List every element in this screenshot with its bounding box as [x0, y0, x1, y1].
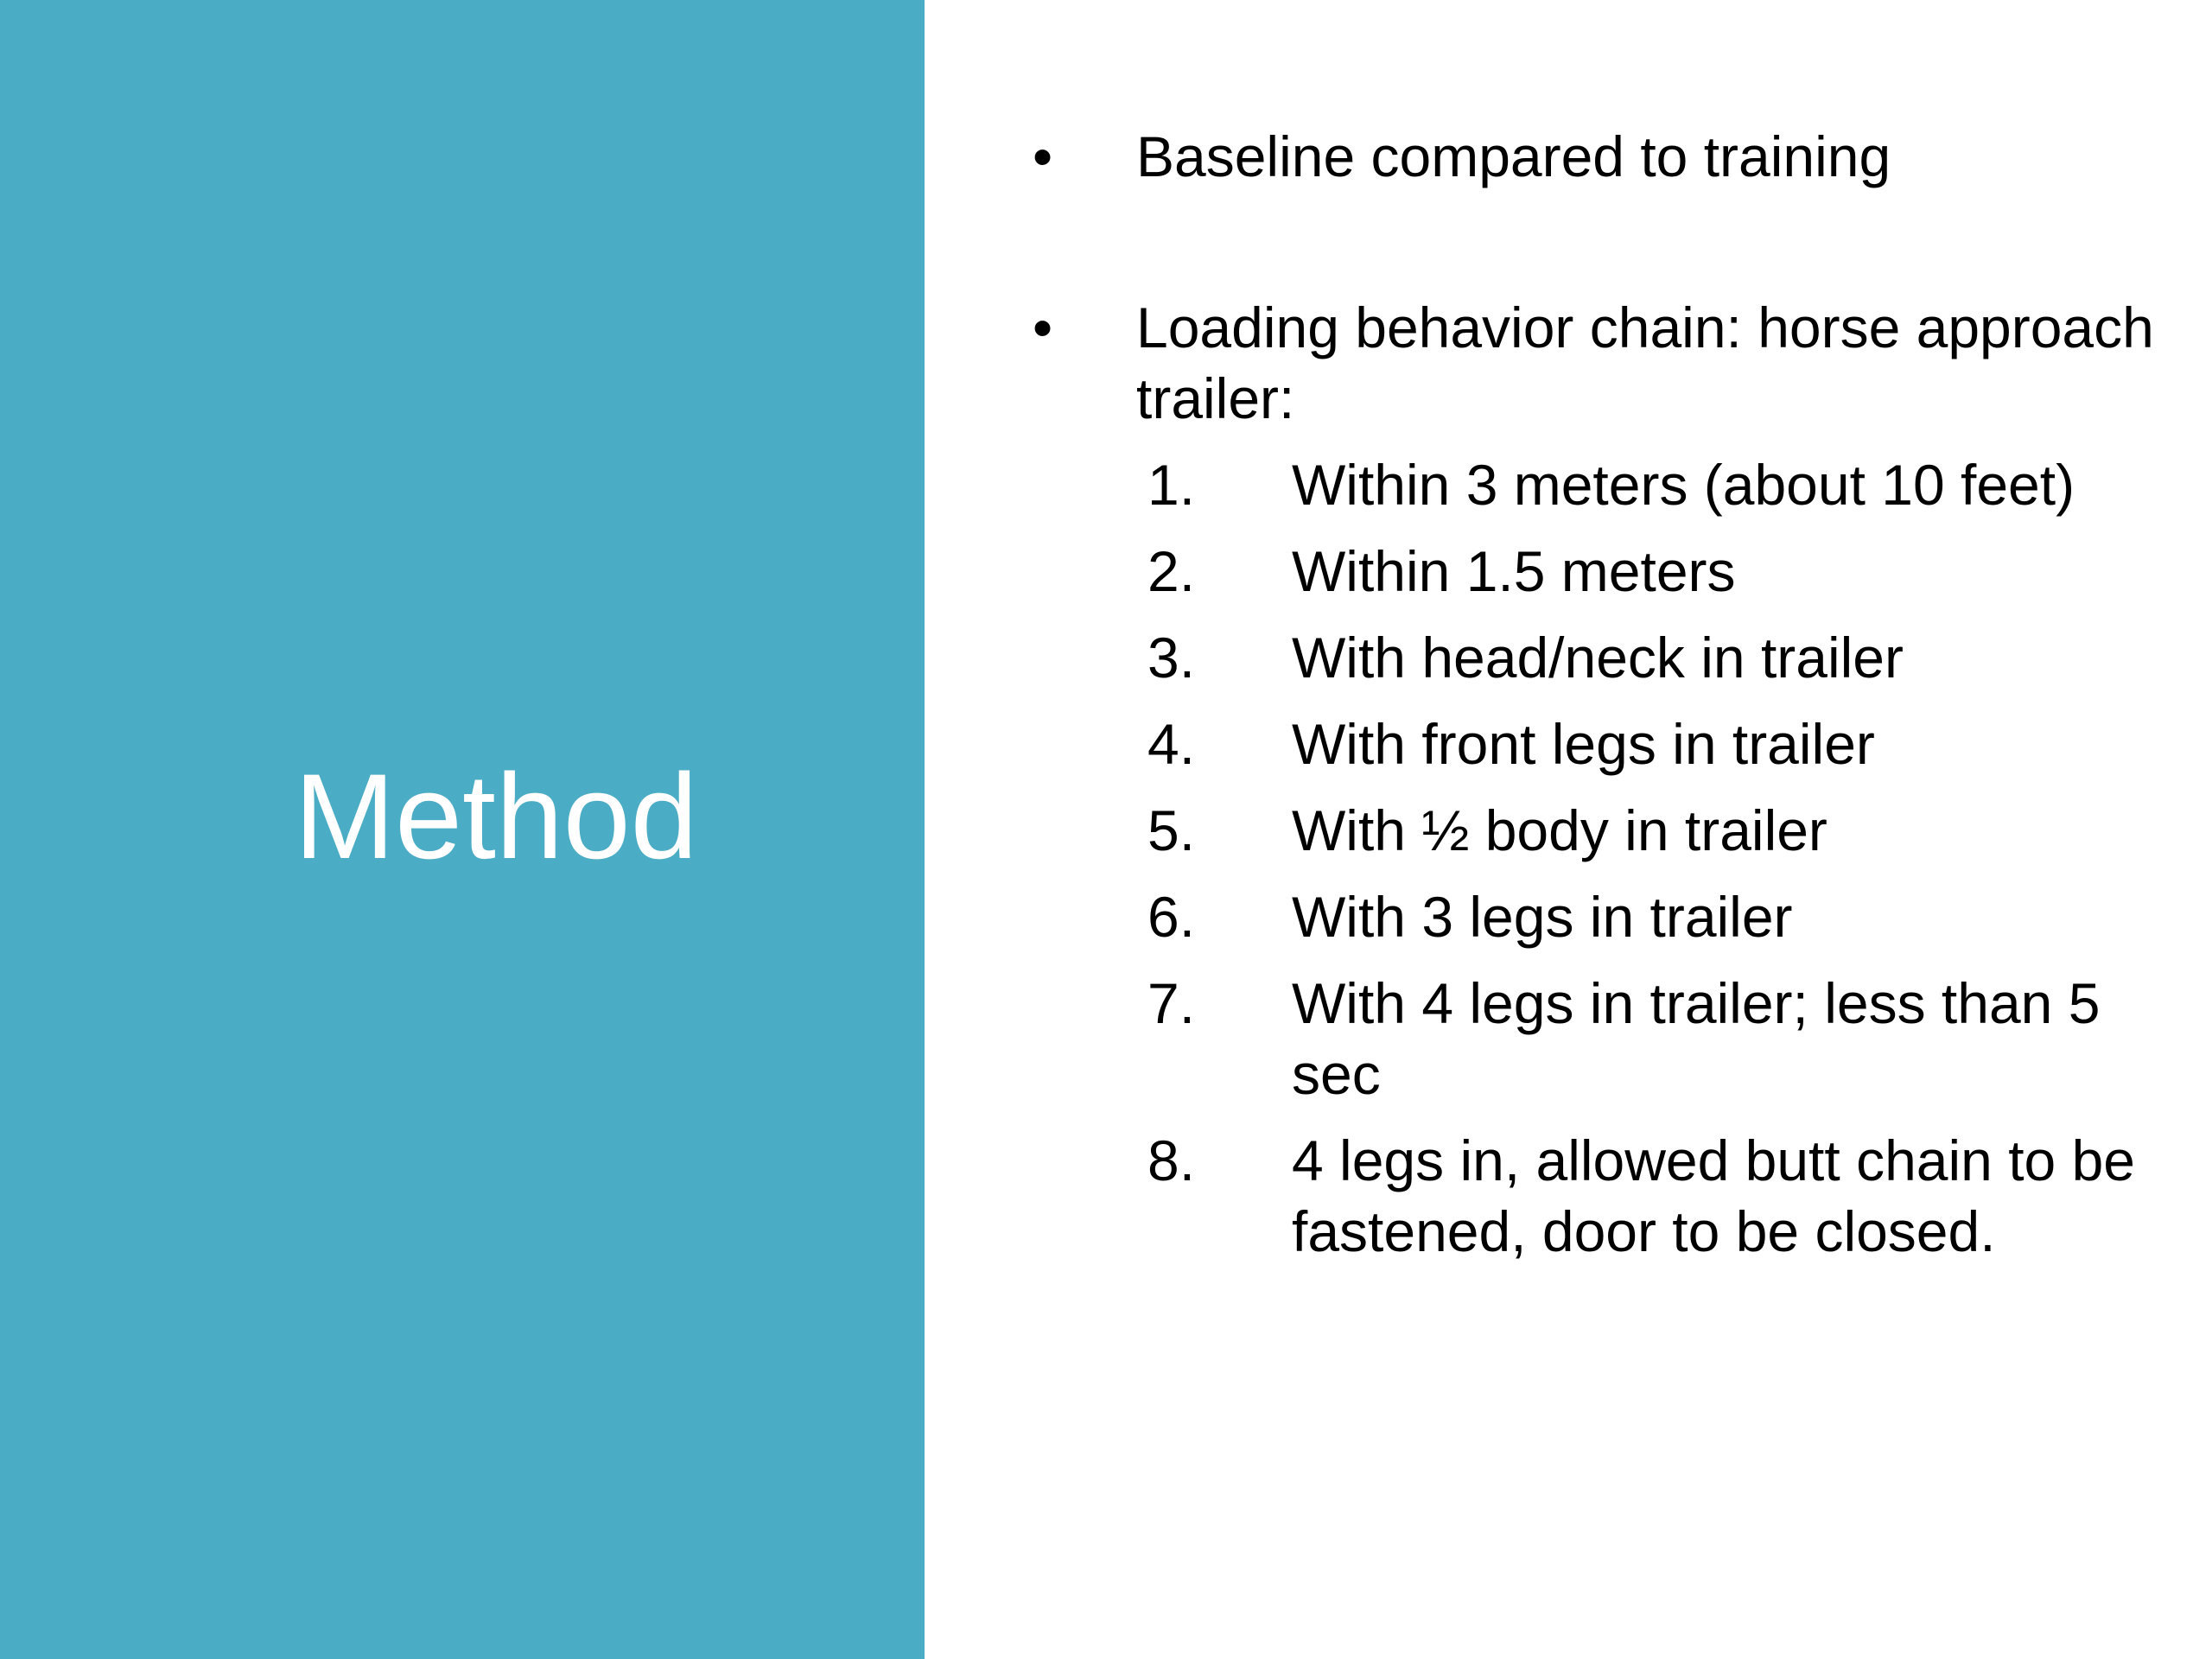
- step-text: Within 3 meters (about 10 feet): [1292, 453, 2075, 517]
- step-number: 6.: [1147, 885, 1196, 949]
- list-item: [1033, 795, 2156, 866]
- list-item: [1033, 881, 2156, 952]
- step-number: 7.: [1147, 971, 1196, 1035]
- step-number: 1.: [1147, 453, 1196, 517]
- list-item: [1033, 536, 2156, 607]
- step-text: With ½ body in trailer: [1292, 798, 1827, 862]
- step-text: Within 1.5 meters: [1292, 539, 1736, 603]
- bullet-item-baseline: [1033, 121, 2156, 192]
- step-number: 2.: [1147, 539, 1196, 603]
- step-number: 4.: [1147, 712, 1196, 776]
- step-number: 3.: [1147, 626, 1196, 690]
- bullet-icon: •: [1033, 296, 1053, 359]
- step-text: With 4 legs in trailer; less than 5 sec: [1292, 971, 2101, 1106]
- bullet-text: Baseline compared to training: [1136, 124, 1891, 188]
- list-item: [1033, 968, 2156, 1109]
- step-number: 8.: [1147, 1128, 1196, 1192]
- step-text: With front legs in trailer: [1292, 712, 1875, 776]
- slide-content: [1033, 121, 2156, 1282]
- step-text: With 3 legs in trailer: [1292, 885, 1793, 949]
- list-item: [1033, 449, 2156, 520]
- bullet-icon: •: [1033, 124, 1053, 188]
- step-number: 5.: [1147, 798, 1196, 862]
- list-item: [1033, 1125, 2156, 1267]
- slide-title: Method: [294, 748, 698, 884]
- bullet-text: Loading behavior chain: horse approach trailer:: [1136, 296, 2154, 430]
- list-item: [1033, 622, 2156, 693]
- numbered-steps-list: [1033, 449, 2156, 1267]
- step-text: 4 legs in, allowed butt chain to be fastened, door to be closed.: [1292, 1128, 2135, 1263]
- step-text: With head/neck in trailer: [1292, 626, 1904, 690]
- bullet-item-loading-chain: [1033, 292, 2156, 434]
- list-item: [1033, 709, 2156, 779]
